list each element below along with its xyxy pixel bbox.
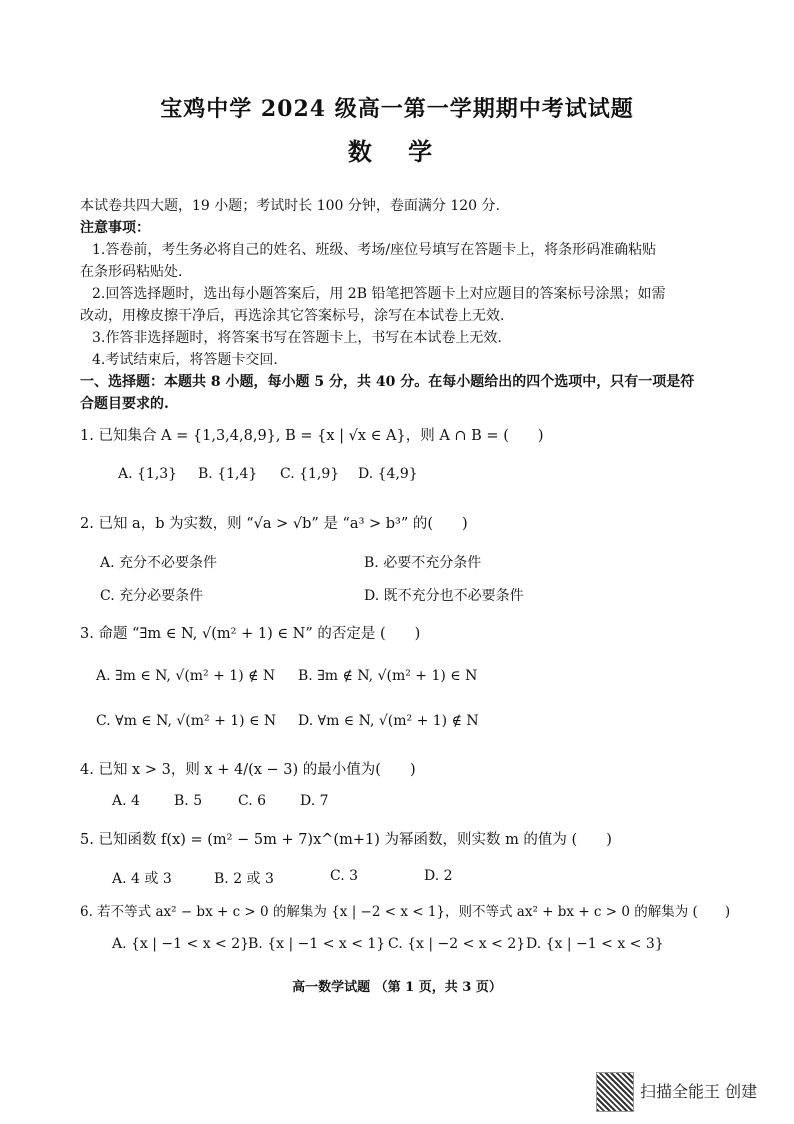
notice-2b: 改动，用橡皮擦干净后，再选涂其它答案标号，涂写在本试卷上无效. [80, 308, 505, 324]
question-2-stem: 2. 已知 a，b 为实数，则 “√a > √b” 是 “a³ > b³” 的( ) [80, 516, 468, 532]
q3-option-a: A. ∃m ∈ N, √(m² + 1) ∉ N [96, 668, 276, 684]
scanner-watermark: 扫描全能王 创建 [640, 1082, 758, 1101]
q3-option-c: C. ∀m ∈ N, √(m² + 1) ∈ N [96, 713, 277, 729]
q5-option-d: D. 2 [424, 868, 453, 884]
q5-option-c: C. 3 [330, 868, 359, 884]
q2-option-d: D. 既不充分也不必要条件 [364, 588, 524, 604]
q6-option-d: D. {x | −1 < x < 3} [526, 936, 664, 952]
section-heading-2: 合题目要求的. [80, 396, 169, 412]
q6-option-b: B. {x | −1 < x < 1} [248, 936, 386, 952]
q5-option-a: A. 4 或 3 [112, 871, 172, 887]
exam-title: 宝鸡中学 2024 级高一第一学期期中考试试题 [160, 96, 634, 122]
q4-option-c: C. 6 [238, 793, 267, 809]
question-5-stem: 5. 已知函数 f(x) = (m² − 5m + 7)x^(m+1) 为幂函数，则实数 m 的值为 ( ) [80, 832, 612, 848]
question-4-stem: 4. 已知 x > 3，则 x + 4/(x − 3) 的最小值为( ) [80, 762, 416, 778]
qr-code-icon [596, 1072, 634, 1112]
q1-option-c: C. {1,9} [280, 466, 340, 482]
q6-option-c: C. {x | −2 < x < 2} [388, 936, 526, 952]
notice-3: 3.作答非选择题时，将答案书写在答题卡上，书写在本试卷上无效. [92, 330, 502, 346]
q2-option-c: C. 充分必要条件 [100, 588, 204, 604]
q2-option-a: A. 充分不必要条件 [100, 555, 218, 571]
q1-option-a: A. {1,3} [118, 466, 178, 482]
page-footer: 高一数学试题 （第 1 页，共 3 页） [292, 980, 502, 995]
q1-option-b: B. {1,4} [198, 466, 258, 482]
exam-info: 本试卷共四大题，19 小题；考试时长 100 分钟，卷面满分 120 分. [80, 198, 500, 214]
notice-1b: 在条形码粘贴处. [80, 264, 183, 280]
section-heading-1: 一、选择题：本题共 8 小题，每小题 5 分，共 40 分。在每小题给出的四个选项中，只有一项是符 [80, 374, 695, 390]
q1-option-d: D. {4,9} [358, 466, 418, 482]
q4-option-a: A. 4 [112, 793, 140, 809]
q2-option-b: B. 必要不充分条件 [364, 555, 482, 571]
q3-option-b: B. ∃m ∉ N, √(m² + 1) ∈ N [298, 668, 478, 684]
q3-option-d: D. ∀m ∈ N, √(m² + 1) ∉ N [298, 713, 479, 729]
notice-2a: 2.回答选择题时，选出每小题答案后，用 2B 铅笔把答题卡上对应题目的答案标号涂黑；如需 [92, 286, 666, 302]
q6-option-a: A. {x | −1 < x < 2} [112, 936, 250, 952]
question-3-stem: 3. 命题 “∃m ∈ N, √(m² + 1) ∈ N” 的否定是 ( ) [80, 626, 421, 642]
notice-4: 4.考试结束后，将答题卡交回. [92, 352, 278, 368]
q5-option-b: B. 2 或 3 [214, 871, 274, 887]
q4-option-b: B. 5 [174, 793, 203, 809]
notice-title: 注意事项： [80, 220, 150, 236]
question-1-stem: 1. 已知集合 A = {1,3,4,8,9}, B = {x | √x ∈ A}，则 A ∩ B = ( ) [80, 428, 544, 444]
subject-title: 数 学 [347, 137, 447, 166]
question-6-stem: 6. 若不等式 ax² − bx + c > 0 的解集为 {x | −2 < x < 1}，则不等式 ax² + bx + c > 0 的解集为 ( ) [80, 904, 731, 920]
notice-1a: 1.答卷前，考生务必将自己的姓名、班级、考场/座位号填写在答题卡上，将条形码准确粘贴 [92, 242, 657, 258]
q4-option-d: D. 7 [300, 793, 329, 809]
